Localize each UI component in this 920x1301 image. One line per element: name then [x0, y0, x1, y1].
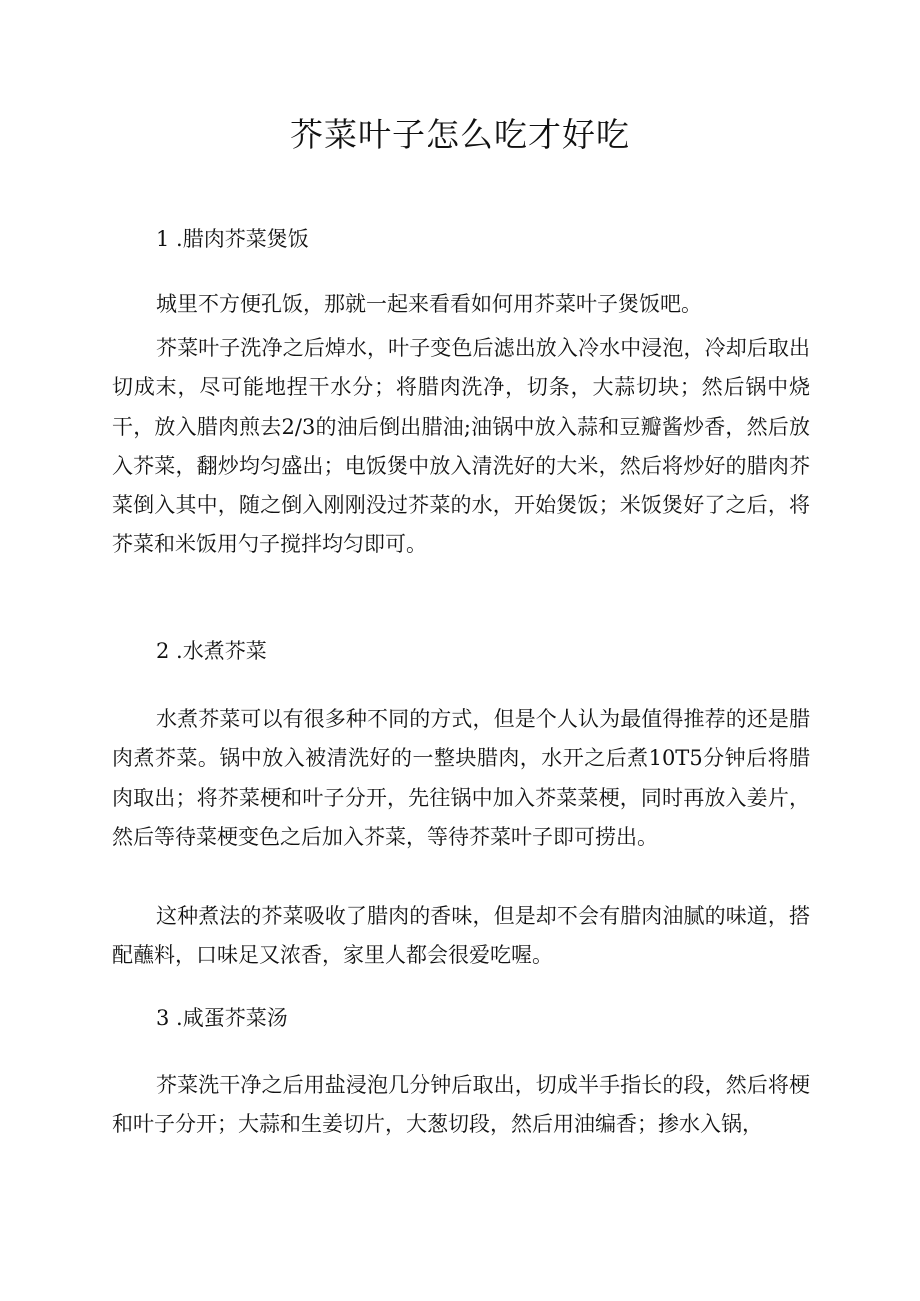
section-heading-2: 2 .水煮芥菜 — [156, 639, 267, 663]
section-2-paragraph-2: 这种煮法的芥菜吸收了腊肉的香味，但是却不会有腊肉油腻的味道，搭配蘸料，口味足又浓香，家里人都会很爱吃喔。 — [112, 904, 810, 968]
section-heading-1: 1 .腊肉芥菜煲饭 — [156, 227, 309, 251]
section-heading-3: 3 .咸蛋芥菜汤 — [156, 1006, 288, 1030]
section-1-paragraph-2: 芥菜叶子洗净之后焯水，叶子变色后滤出放入冷水中浸泡，冷却后取出切成末，尽可能地捏干水分；将腊肉洗净，切条，大蒜切块；然后锅中烧干，放入腊肉煎去2/3的油后倒出腊油;油锅中放入蒜和豆瓣酱炒香，然后放入芥菜，翻炒均匀盛出；电饭煲中放入清洗好的大米，然后将炒好的腊肉芥菜倒入其中，随之倒入刚刚没过芥菜的水，开始煲饭；米饭煲好了之后，将芥菜和米饭用勺子搅拌均匀即可。 — [112, 336, 810, 557]
page-title: 芥菜叶子怎么吃才好吃 — [290, 115, 630, 154]
section-1-paragraph-1: 城里不方便孔饭，那就一起来看看如何用芥菜叶子煲饭吧。 — [156, 292, 702, 316]
section-2-paragraph-1: 水煮芥菜可以有很多种不同的方式，但是个人认为最值得推荐的还是腊肉煮芥菜。锅中放入被清洗好的一整块腊肉，水开之后煮10T5分钟后将腊肉取出；将芥菜梗和叶子分开，先往锅中加入芥菜菜梗，同时再放入姜片，然后等待菜梗变色之后加入芥菜，等待芥菜叶子即可捞出。 — [112, 707, 810, 849]
section-3-paragraph-1: 芥菜洗干净之后用盐浸泡几分钟后取出，切成半手指长的段，然后将梗和叶子分开；大蒜和生姜切片，大葱切段，然后用油编香；掺水入锅， — [112, 1073, 810, 1137]
